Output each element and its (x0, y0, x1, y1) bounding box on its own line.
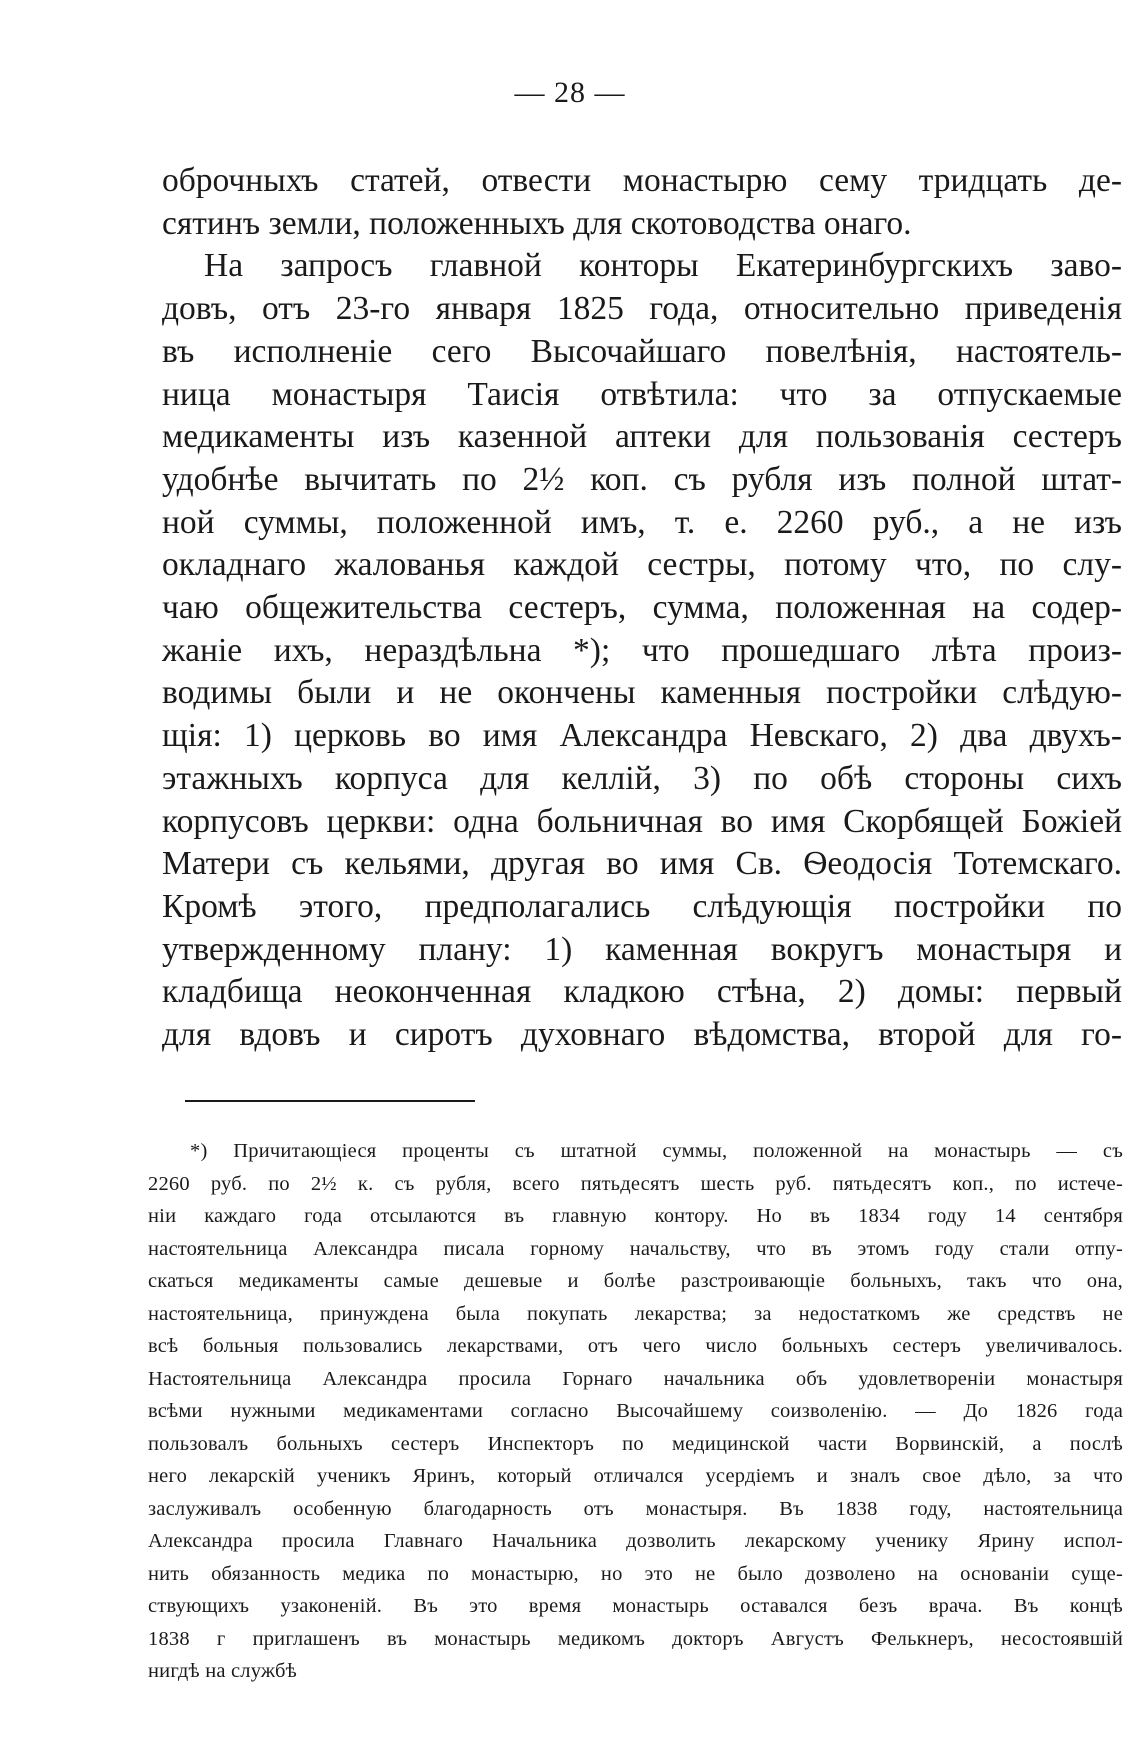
text-line: водимы были и не окончены каменныя постройки слѣдую- (162, 674, 1122, 712)
footnote-line: *) Причитающіеся проценты съ штатной суммы, положенной на монастырь — съ (190, 1140, 1123, 1162)
footnote-line: ніи каждаго года отсылаются въ главную контору. Но въ 1834 году 14 сентября (148, 1205, 1123, 1227)
page-number: — 28 — (514, 76, 626, 109)
footnote-line: заслуживалъ особенную благодарность отъ монастыря. Въ 1838 году, настоятельница (148, 1497, 1123, 1520)
text-line: въ исполненіе сего Высочайшаго повелѣнія, настоятель- (162, 332, 1122, 370)
footnote-line: настоятельница Александра писала горному начальству, что въ этомъ году стали отпу- (148, 1237, 1123, 1260)
text-line: для вдовъ и сиротъ духовнаго вѣдомства, второй для го- (162, 1016, 1122, 1054)
footnote-line: настоятельница, принуждена была покупать лекарства; за недостаткомъ же средствъ не (148, 1302, 1123, 1325)
footnote-line: скаться медикаменты самые дешевые и болѣе разстроивающіе больныхъ, такъ что она, (148, 1270, 1123, 1292)
footnote-line: всѣ больныя пользовались лекарствами, отъ чего число больныхъ сестеръ увеличивалось. (148, 1335, 1123, 1357)
footnote-line: нигдѣ на службѣ (148, 1660, 297, 1682)
text-line: медикаменты изъ казенной аптеки для пользованія сестеръ (162, 418, 1122, 456)
text-line: кладбища неоконченная кладкою стѣна, 2) домы: первый (162, 973, 1122, 1011)
footnote-line: нить обязанность медика по монастырю, но это не было дозволено на основаніи суще- (148, 1562, 1123, 1585)
footnote-line: 1838 г приглашенъ въ монастырь медикомъ докторъ Августъ Фелькнеръ, несостоявшій (148, 1627, 1123, 1650)
footnote-line: него лекарскій ученикъ Яринъ, который отличался усердіемъ и зналъ свое дѣло, за что (148, 1465, 1123, 1487)
footnote-line: пользовалъ больныхъ сестеръ Инспекторъ по медицинской части Ворвинскій, а послѣ (148, 1432, 1123, 1455)
footnote-separator (185, 1100, 475, 1102)
footnote-line: Настоятельница Александра просила Горнаго начальника объ удовлетвореніи монастыря (148, 1367, 1123, 1390)
footnote-line: ствующихъ узаконеній. Въ это время монастырь оставался безъ врача. Въ концѣ (148, 1595, 1123, 1617)
footnote-line: 2260 руб. по 2½ к. съ рубля, всего пятьдесятъ шесть руб. пятьдесятъ коп., по истече- (148, 1172, 1123, 1195)
text-line: чаю общежительства сестеръ, сумма, положенная на содер- (162, 589, 1122, 627)
text-line: Матери съ кельями, другая во имя Св. Ѳеодосія Тотемскаго. (162, 845, 1122, 883)
text-line: жаніе ихъ, нераздѣльна *); что прошедшаго лѣта произ- (162, 631, 1122, 669)
text-line: щія: 1) церковь во имя Александра Невскаго, 2) два двухъ- (162, 717, 1122, 755)
text-line: Кромѣ этого, предполагались слѣдующія постройки по (162, 887, 1122, 925)
text-line: этажныхъ корпуса для келлій, 3) по обѣ стороны сихъ (162, 759, 1122, 797)
footnote (148, 1135, 1123, 1688)
text-line: оброчныхъ статей, отвести монастырю сему тридцать де- (162, 162, 1122, 199)
text-line: удобнѣе вычитать по 2½ коп. съ рубля изъ полной штат- (162, 460, 1122, 498)
text-line: ной суммы, положенной имъ, т. е. 2260 руб., а не изъ (162, 503, 1122, 541)
text-line: довъ, отъ 23-го января 1825 года, относительно приведенія (162, 290, 1122, 328)
footnote-line: всѣми нужными медикаментами согласно Высочайшему соизволенію. — До 1826 года (148, 1400, 1123, 1422)
text-line: На запросъ главной конторы Екатеринбургскихъ заво- (204, 247, 1122, 285)
text-line: окладнаго жалованья каждой сестры, потому что, по слу- (162, 546, 1122, 584)
text-line: корпусовъ церкви: одна больничная во имя Скорбящей Божіей (162, 802, 1122, 840)
footnote-line: Александра просила Главнаго Начальника дозволить лекарскому ученику Ярину испол- (148, 1530, 1123, 1552)
text-line: ница монастыря Таисія отвѣтила: что за отпускаемые (162, 375, 1122, 413)
text-line: утвержденному плану: 1) каменная вокругъ монастыря и (162, 930, 1122, 968)
main-text (162, 160, 1122, 1057)
text-line: сятинъ земли, положенныхъ для скотоводства онаго. (162, 204, 912, 242)
